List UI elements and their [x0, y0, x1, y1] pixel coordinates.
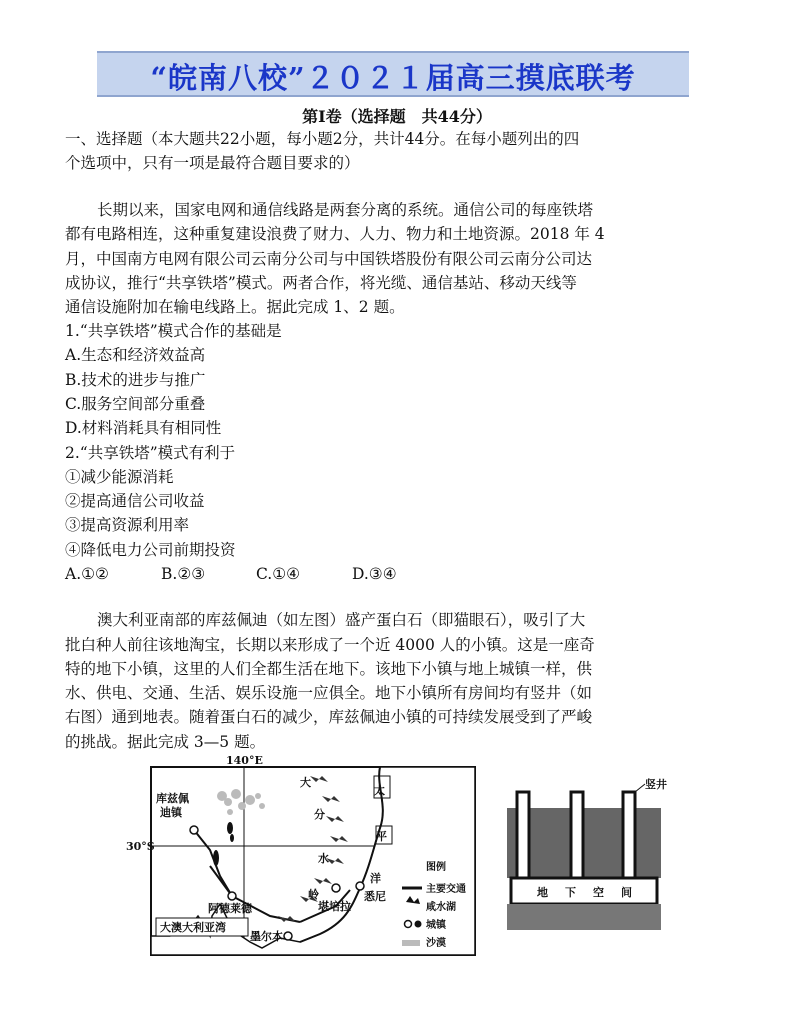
passage1-line-3: 月，中国南方电网有限公司云南分公司与中国铁塔股份有限公司云南分公司达 [65, 250, 593, 268]
q2-item-2: ②提高通信公司收益 [65, 492, 205, 510]
canberra-label: 堪培拉 [318, 900, 351, 913]
sydney-label: 悉尼 [364, 890, 386, 903]
space-char-1: 地 [537, 886, 548, 899]
q1-option-c: C.服务空间部分重叠 [65, 395, 206, 413]
town-label-line1: 库兹佩 [156, 792, 189, 805]
ocean-char-1: 太 [374, 784, 385, 797]
legend-town: 城镇 [426, 920, 446, 931]
passage2-line-1: 澳大利亚南部的库兹佩迪（如左图）盛产蛋白石（即猫眼石），吸引了大 [97, 611, 586, 629]
legend-town-symbol-2 [415, 921, 422, 928]
legend-title: 图例 [426, 862, 446, 873]
ocean-char-2: 平 [376, 830, 387, 843]
space-char-2: 下 [565, 886, 576, 899]
space-char-4: 间 [621, 886, 632, 899]
latitude-label: 30°S [126, 840, 155, 853]
ocean-char-3: 洋 [370, 872, 381, 885]
shaft-2 [571, 792, 583, 878]
legend-desert-symbol [402, 940, 420, 946]
q2-item-1: ①减少能源消耗 [65, 468, 174, 486]
bottom-layer [507, 904, 661, 930]
underground-space [511, 878, 657, 904]
longitude-label: 140°E [226, 754, 263, 767]
instructions-line-1: 一、选择题（本大题共22小题，每小题2分，共计44分。在每小题列出的四 [65, 130, 580, 148]
q2-option-a: A.①② [65, 565, 109, 583]
space-char-3: 空 [593, 886, 604, 899]
question-1-stem: 1.“共享铁塔”模式合作的基础是 [65, 322, 282, 340]
adelaide-label: 阿德莱德 [208, 902, 252, 915]
melbourne-label: 墨尔本 [250, 930, 283, 943]
shaft-3 [623, 792, 635, 878]
q1-option-a: A.生态和经济效益高 [65, 346, 206, 364]
legend-road: 主要交通 [426, 884, 466, 895]
q2-option-b: B.②③ [161, 565, 206, 583]
section-heading: 第Ⅰ卷（选择题 共44分） [302, 107, 492, 126]
range-char-4: 岭 [308, 888, 319, 901]
passage2-line-4: 水、供电、交通、生活、娱乐设施一应俱全。地下小镇所有房间均有竖井（如 [65, 684, 593, 702]
australia-map [126, 754, 476, 956]
q1-option-d: D.材料消耗具有相同性 [65, 419, 222, 437]
passage1-line-5: 通信设施附加在输电线路上。据此完成 1、2 题。 [65, 298, 405, 316]
shaft-pointer [635, 784, 645, 792]
legend-desert: 沙漠 [426, 938, 446, 949]
passage1-line-2: 都有电路相连，这种重复建设浪费了财力、人力、物力和土地资源。2018 年 4 [65, 225, 605, 243]
shaft-label: 竖井 [645, 778, 667, 791]
legend-salt-lake: 咸水湖 [426, 902, 456, 913]
range-char-3: 水 [318, 852, 329, 865]
exam-title: “皖南八校”２０２１届高三摸底联考 [150, 61, 636, 95]
question-2-stem: 2.“共享铁塔”模式有利于 [65, 444, 236, 462]
shaft-diagram [507, 778, 667, 934]
passage2-line-5: 右图）通到地表。随着蛋白石的减少，库兹佩迪小镇的可持续发展受到了严峻 [65, 708, 593, 726]
passage1-line-4: 成协议，推行“共享铁塔”模式。两者合作，将光缆、通信基站、移动天线等 [65, 274, 577, 292]
q2-item-4: ④降低电力公司前期投资 [65, 541, 236, 559]
q1-option-b: B.技术的进步与推广 [65, 371, 206, 389]
bight-label: 大澳大利亚湾 [160, 921, 226, 934]
instructions-line-2: 个选项中，只有一项是最符合题目要求的） [65, 154, 360, 172]
legend-town-symbol-1 [405, 921, 412, 928]
range-char-1: 大 [300, 776, 311, 789]
title-banner [97, 51, 689, 97]
q2-option-c: C.①④ [256, 565, 301, 583]
range-char-2: 分 [314, 808, 325, 821]
passage2-line-3: 特的地下小镇，这里的人们全都生活在地下。该地下小镇与地上城镇一样，供 [65, 660, 593, 678]
passage2-line-6: 的挑战。据此完成 3—5 题。 [65, 733, 266, 751]
passage1-line-1: 长期以来，国家电网和通信线路是两套分离的系统。通信公司的每座铁塔 [97, 201, 594, 219]
town-label-line2: 迪镇 [160, 806, 182, 819]
passage2-line-2: 批白种人前往该地淘宝，长期以来形成了一个近 4000 人的小镇。这是一座奇 [65, 636, 595, 654]
q2-option-d: D.③④ [352, 565, 397, 583]
q2-item-3: ③提高资源利用率 [65, 516, 190, 534]
shaft-1 [517, 792, 529, 878]
